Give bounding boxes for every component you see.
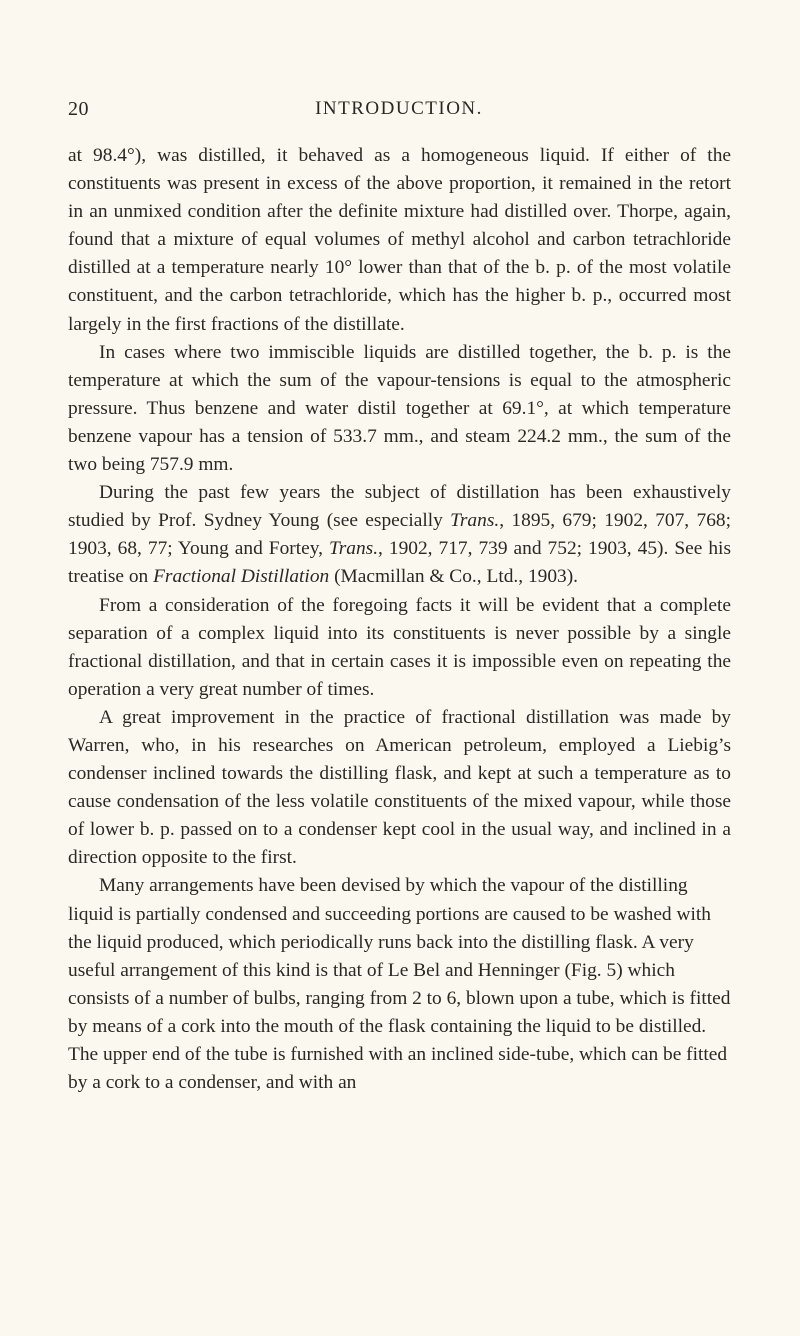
book-title: Fractional Distillation <box>153 566 330 588</box>
paragraph-1: at 98.4°), was distilled, it behaved as a homogeneous liquid. If either of the constituents was present in excess of the above proportion, it remained in the retort in an unmixed condition after the definite mixture had distilled over. Thorpe, again, found that a mixture of equal volumes of methyl alcohol and carbon tetrachloride distilled at a temperature nearly 10° lower than that of the b. p. of the most volatile constituent, and the carbon tetrachloride, which has the higher b. p., occurred most largely in the first fractions of the distillate. <box>68 145 731 335</box>
paragraph-3-text-3: , 1902, 717, 739 and 752; 1903, 45). See his treatise on <box>68 538 731 588</box>
paragraph-3-text-2: , 1895, 679; 1902, 707, 768; 1903, 68, 77; Young and Fortey, <box>68 510 731 560</box>
paragraph-3 <box>68 479 731 591</box>
journal-abbrev: Trans. <box>450 510 500 532</box>
paragraph-2: In cases where two immiscible liquids are distilled together, the b. p. is the temperature at which the sum of the vapour-tensions is equal to the atmospheric pressure. Thus benzene and water distil together at 69.1°, at which temperature benzene vapour has a tension of 533.7 mm., and steam 224.2 mm., the sum of the two being 757.9 mm. <box>68 341 731 476</box>
journal-abbrev: Trans. <box>329 538 379 560</box>
paragraph-6: Many arrangements have been devised by which the vapour of the distilling liquid is partially condensed and succeeding portions are caused to be washed with the liquid produced, which periodically runs back into the distilling flask. A very useful arrangement of this kind is that of Le Bel and Henninger (Fig. 5) which consists of a number of bulbs, ranging from 2 to 6, blown upon a tube, which is fitted by means of a cork into the mouth of the flask containing the liquid to be distilled. The upper end of the tube is furnished with an inclined side-tube, which can be fitted by a cork to a condenser, and with an <box>68 875 731 1094</box>
body-text <box>68 142 731 1097</box>
paragraph-5: A great improvement in the practice of fractional distillation was made by Warren, who, in his researches on American petroleum, employed a Liebig’s condenser inclined towards the distilling flask, and kept at such a temperature as to cause condensation of the less volatile constituents of the mixed vapour, while those of lower b. p. passed on to a condenser kept cool in the usual way, and inclined in a direction opposite to the first. <box>68 706 731 869</box>
chapter-title: INTRODUCTION. <box>315 98 483 119</box>
running-head <box>68 98 730 128</box>
paragraph-3-text-1: During the past few years the subject of distillation has been exhaustively studied by Prof. Sydney Young (see especially <box>68 482 731 532</box>
page-number: 20 <box>68 98 89 120</box>
paragraph-4: From a consideration of the foregoing facts it will be evident that a complete separation of a complex liquid into its constituents is never possible by a single fractional distillation, and that in certain cases it is impossible even on repeating the operation a very great number of times. <box>68 594 731 700</box>
paragraph-3-text-4: (Macmillan & Co., Ltd., 1903). <box>329 566 579 588</box>
